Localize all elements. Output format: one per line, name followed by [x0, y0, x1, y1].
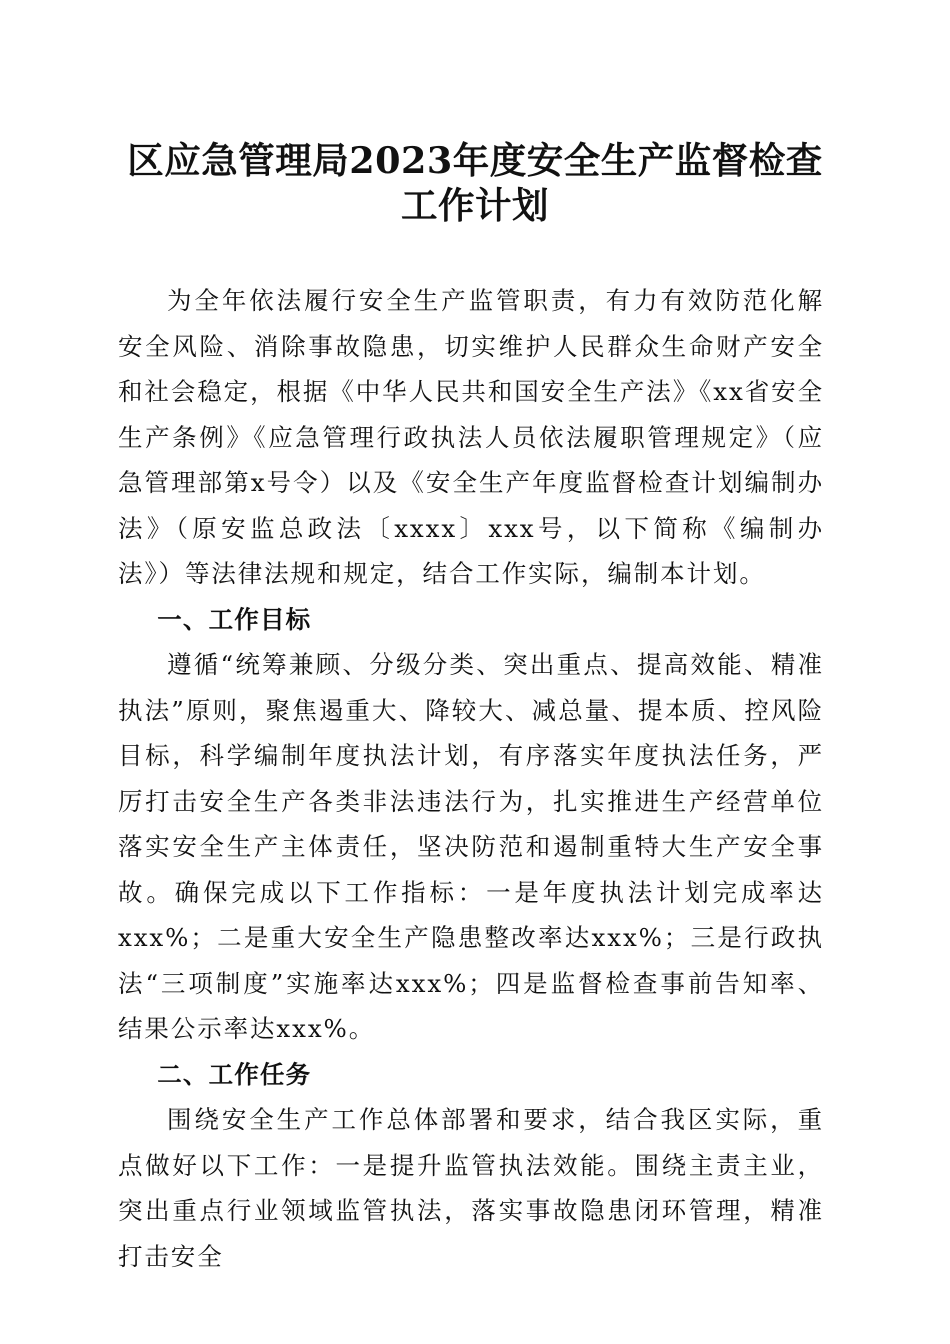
document-body	[118, 278, 824, 1279]
section-heading-goals: 一、工作目标	[157, 604, 312, 634]
section-heading-tasks: 二、工作任务	[157, 1059, 312, 1089]
section-paragraph-goals: 遵循“统筹兼顾、分级分类、突出重点、提高效能、精准执法”原则，聚焦遏重大、降较大、减总量、提本质、控风险目标，科学编制年度执法计划，有序落实年度执法任务，严厉打击安全生产各类非法违法行为，扎实推进生产经营单位落实安全生产主体责任，坚决防范和遏制重特大生产安全事故。确保完成以下工作指标：一是年度执法计划完成率达xxx%；二是重大安全生产隐患整改率达xxx%；三是行政执法“三项制度”实施率达xxx%；四是监督检查事前告知率、结果公示率达xxx%。	[118, 650, 824, 1043]
intro-paragraph: 为全年依法履行安全生产监管职责，有力有效防范化解安全风险、消除事故隐患，切实维护人民群众生命财产安全和社会稳定，根据《中华人民共和国安全生产法》《xx省安全生产条例》《应急管理行政执法人员依法履职管理规定》（应急管理部第x号令）以及《安全生产年度监督检查计划编制办法》（原安监总政法〔xxxx〕xxx号，以下简称《编制办法》）等法律法规和规定，结合工作实际，编制本计划。	[118, 286, 824, 588]
section-paragraph-tasks: 围绕安全生产工作总体部署和要求，结合我区实际，重点做好以下工作：一是提升监管执法效能。围绕主责主业，突出重点行业领域监管执法，落实事故隐患闭环管理，精准打击安全	[118, 1105, 824, 1271]
document-title: 区应急管理局2023年度安全生产监督检查工作计划	[127, 139, 823, 227]
